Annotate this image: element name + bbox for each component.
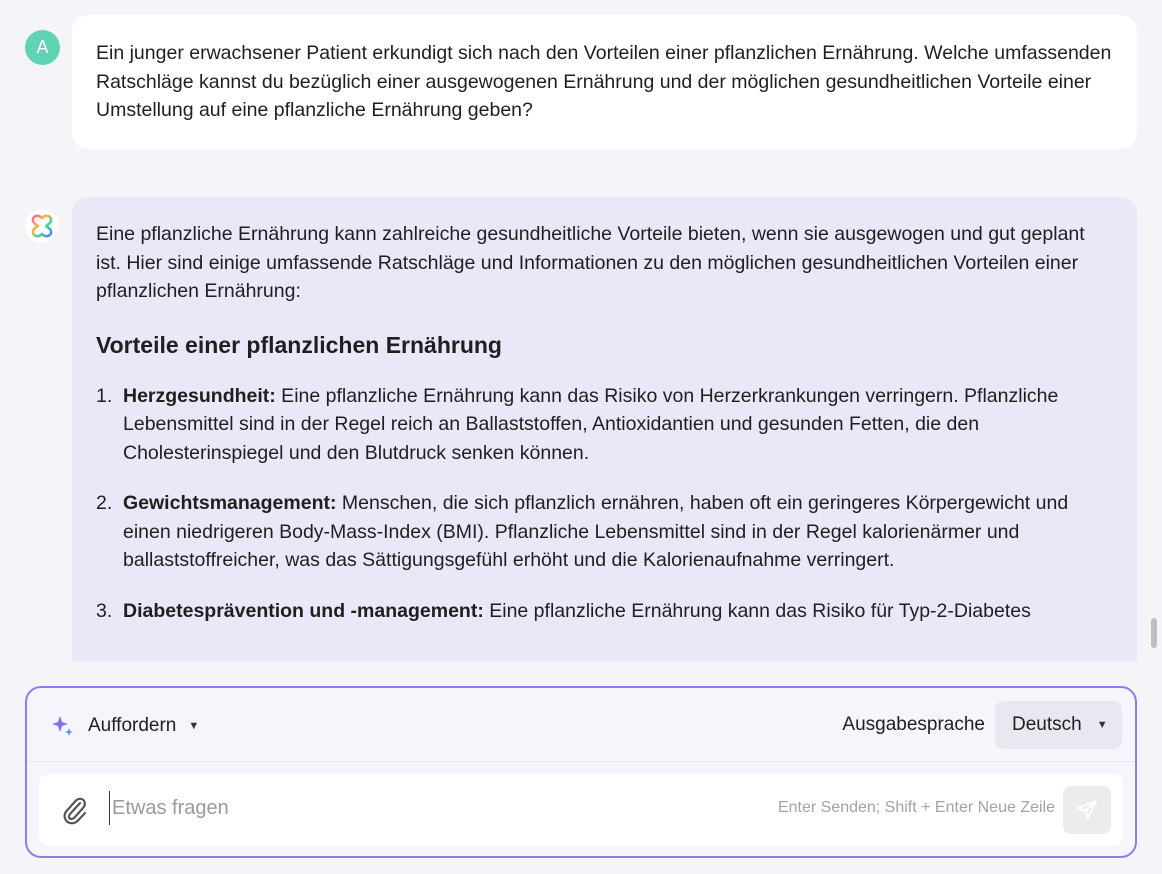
list-item [96, 597, 1113, 626]
send-button[interactable] [1063, 786, 1111, 834]
assistant-avatar [25, 209, 59, 243]
composer-input-area [39, 774, 1123, 846]
assistant-intro: Eine pflanzliche Ernährung kann zahlreiche gesundheitliche Vorteile bieten, wenn sie ausgewogen und gut geplant ist. Hier sind einige umfassende Ratschläge und Informationen zu den möglichen gesundheitlichen Vorteilen einer pflanzlichen Ernährung: [96, 223, 1085, 302]
paperclip-icon[interactable] [61, 796, 89, 826]
keyboard-hint: Enter Senden; Shift + Enter Neue Zeile [777, 799, 1055, 816]
assistant-logo-icon [29, 213, 55, 239]
language-value: Deutsch [1012, 714, 1082, 735]
list-item-number: 3. [96, 599, 113, 622]
prompt-label: Auffordern [88, 715, 177, 736]
list-item-content [123, 597, 1113, 626]
list-item-text: Eine pflanzliche Ernährung kann das Risiko für Typ-2-Diabetes [483, 599, 1031, 622]
list-item-text: Menschen, die sich pflanzlich ernähren, haben oft ein geringeres Körpergewicht und einen niedrigeren Body-Mass-Index (BMI). Pflanzliche Lebensmittel sind in der Regel kalorienärmer und ballaststoffreicher, was das Sättigungsgefühl erhöht und die Kalorienaufnahme verringert. [123, 492, 1069, 571]
composer-toolbar [27, 688, 1135, 762]
user-message [72, 15, 1137, 149]
composer [25, 686, 1137, 858]
prompt-dropdown-button[interactable] [51, 711, 199, 741]
list-item-title: Gewichtsmanagement: [123, 492, 337, 514]
list-item-title: Diabetesprävention und -management: [123, 599, 484, 622]
list-item-text: Eine pflanzliche Ernährung kann das Risiko von Herzerkrankungen verringern. Pflanzliche Lebensmittel sind in der Regel reich an Ballaststoffen, Antioxidantien und gesunden Fetten, die den Cholesterinspiegel und den Blutdruck senken können. [123, 384, 1059, 464]
list-item-content [123, 489, 1113, 575]
language-select[interactable] [995, 701, 1122, 749]
chat-input[interactable] [109, 791, 709, 825]
chevron-down-icon: ▼ [188, 720, 200, 732]
list-item-content [123, 382, 1113, 468]
benefits-list [96, 382, 1113, 626]
scrollbar-thumb[interactable] [1151, 618, 1157, 648]
list-item [96, 489, 1113, 575]
list-item-number: 2. [96, 492, 113, 514]
chevron-down-icon: ▼ [1096, 719, 1108, 731]
sparkle-icon [51, 714, 75, 738]
composer-divider [27, 761, 1135, 762]
output-language-label: Ausgabesprache [842, 714, 985, 735]
assistant-heading: Vorteile einer pflanzlichen Ernährung [96, 331, 502, 358]
user-avatar-letter: A [36, 37, 49, 57]
list-item-title: Herzgesundheit: [123, 384, 276, 407]
user-message-text: Ein junger erwachsener Patient erkundigt sich nach den Vorteilen einer pflanzlichen Ernährung. Welche umfassenden Ratschläge kannst du bezüglich einer ausgewogenen Ernährung und der möglichen gesundheitlichen Vorteile einer Umstellung auf eine pflanzliche Ernährung geben? [96, 42, 1112, 121]
user-avatar [25, 30, 60, 65]
send-icon [1075, 798, 1099, 822]
list-item-number: 1. [96, 384, 113, 407]
list-item [96, 382, 1113, 468]
assistant-message [72, 197, 1137, 662]
